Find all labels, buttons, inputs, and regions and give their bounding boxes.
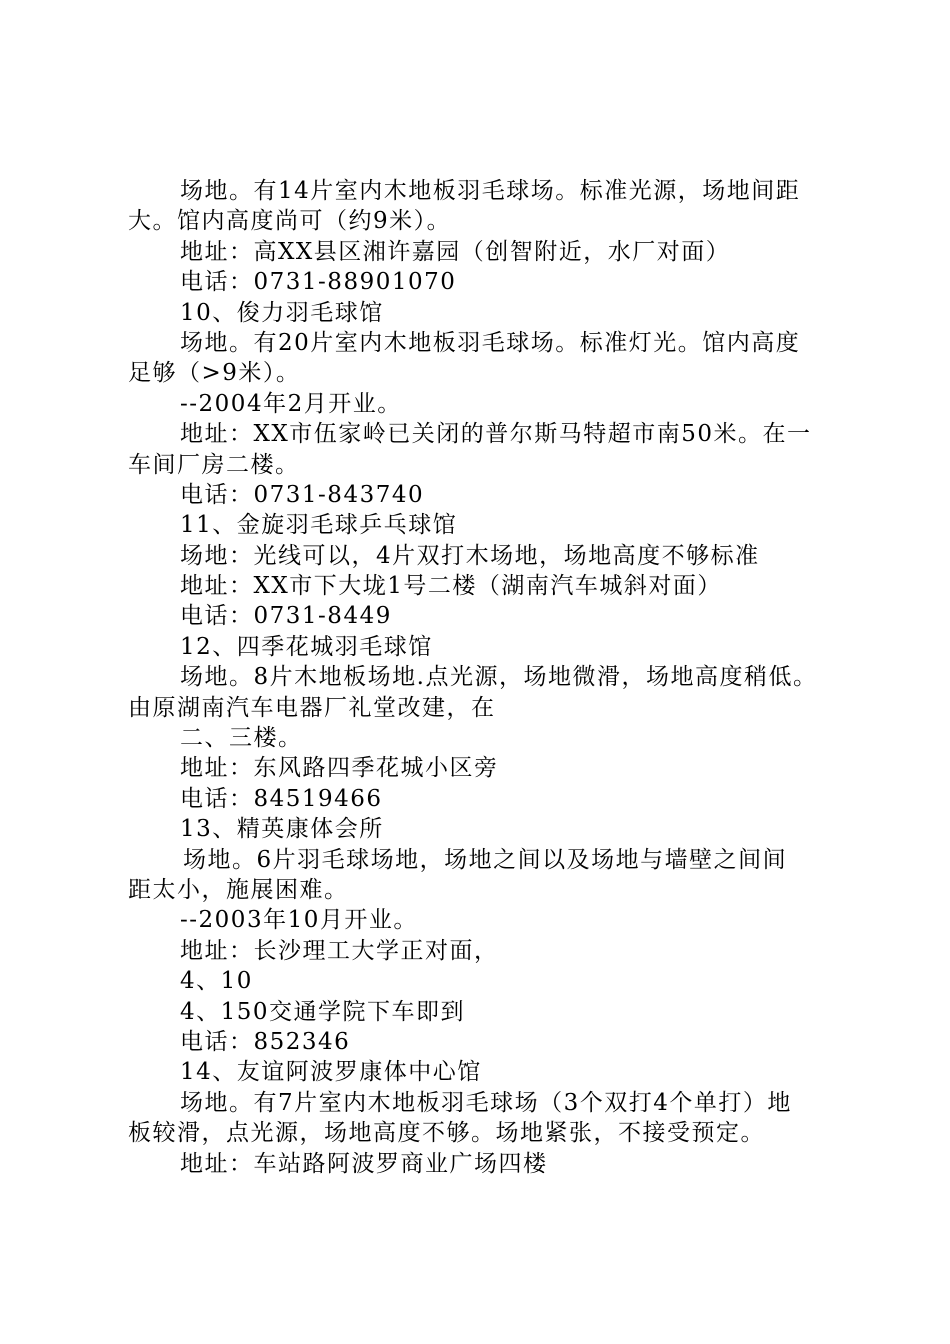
text-line: 地址：XX市伍家岭已关闭的普尔斯马特超市南50米。在一 [180, 421, 812, 448]
text-line: 场地。有7片室内木地板羽毛球场（3个双打4个单打）地 [180, 1089, 792, 1116]
text-line: --2003年10月开业。 [180, 907, 418, 934]
text-line: 场地。有20片室内木地板羽毛球场。标准灯光。馆内高度 [180, 329, 801, 356]
text-line: 场地：光线可以，4片双打木场地，场地高度不够标准 [180, 542, 760, 569]
text-line: 14、友谊阿波罗康体中心馆 [180, 1059, 482, 1086]
text-line: 大。馆内高度尚可（约9米）。 [128, 208, 452, 235]
text-line: 电话：0731-8449 [180, 603, 392, 630]
text-line: 车间厂房二楼。 [128, 451, 300, 478]
text-line: 地址：长沙理工大学正对面， [180, 937, 499, 964]
text-line: 10、俊力羽毛球馆 [180, 299, 384, 326]
text-line: 场地。有14片室内木地板羽毛球场。标准光源，场地间距 [180, 178, 801, 204]
text-line: 场地。8片木地板场地.点光源，场地微滑，场地高度稍低。 [180, 664, 818, 691]
text-line: --2004年2月开业。 [180, 390, 402, 417]
text-line: 电话：852346 [180, 1028, 351, 1055]
text-line: 地址：东风路四季花城小区旁 [180, 755, 499, 782]
text-line: 4、10 [180, 968, 253, 995]
text-line: 地址：XX市下大垅1号二楼（湖南汽车城斜对面） [180, 573, 722, 600]
text-line: 12、四季花城羽毛球馆 [180, 633, 433, 660]
text-line: 由原湖南汽车电器厂礼堂改建，在 [128, 694, 496, 721]
text-line: 4、150交通学院下车即到 [180, 998, 466, 1025]
text-line: 11、金旋羽毛球乒乓球馆 [180, 512, 458, 539]
text-line: 二、三楼。 [180, 725, 303, 752]
text-line: 电话：84519466 [180, 785, 383, 812]
text-line: 地址：车站路阿波罗商业广场四楼 [180, 1150, 548, 1177]
text-line: 场地。6片羽毛球场地，场地之间以及场地与墙壁之间间 [183, 846, 788, 873]
text-line: 电话：0731-88901070 [180, 269, 457, 296]
text-line: 13、精英康体会所 [180, 816, 384, 843]
text-line: 足够（>9米）。 [128, 360, 301, 387]
text-line: 距太小，施展困难。 [128, 876, 349, 903]
document-body [128, 176, 840, 1179]
text-line: 地址：高XX县区湘许嘉园（创智附近，水厂对面） [180, 238, 731, 265]
text-line: 电话：0731-843740 [180, 481, 425, 508]
text-line: 板较滑，点光源，场地高度不够。场地紧张，不接受预定。 [128, 1120, 765, 1147]
